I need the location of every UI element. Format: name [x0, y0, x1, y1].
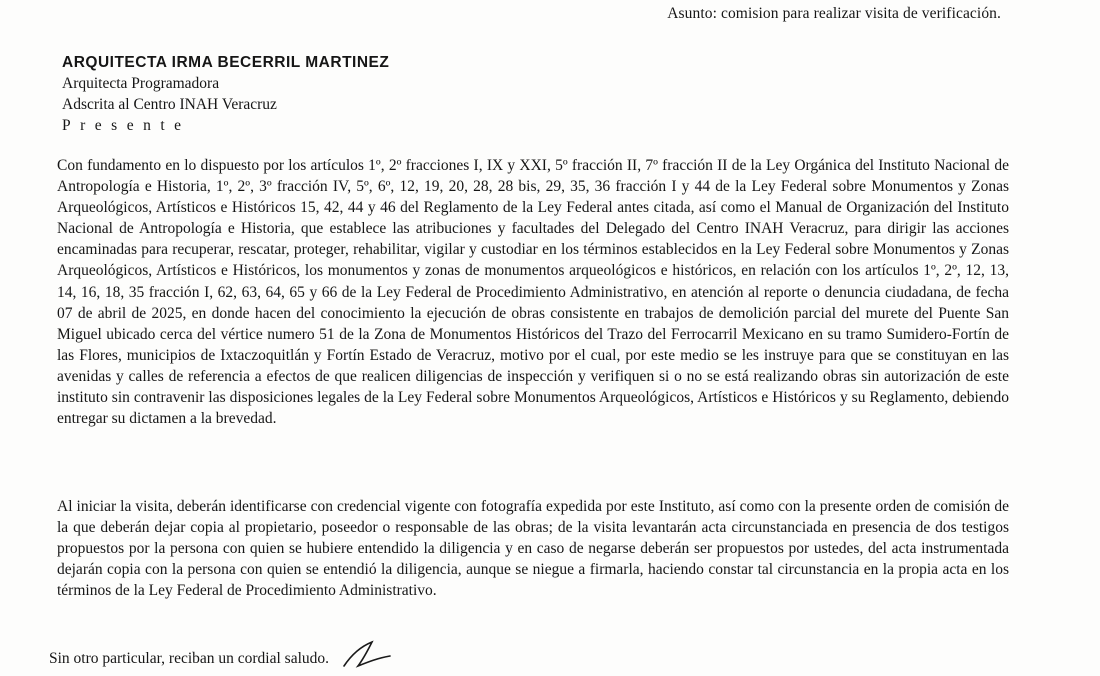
body-paragraph-2: Al iniciar la visita, deberán identificarse con credencial vigente con fotografía expedida por este Instituto, así como con la presente orden de comisión de la que deberán dejar copia al propietario, poseedor o responsable de las obras; de la visita levantarán acta circunstanciada en presencia de dos testigos propuestos por la persona con quien se hubiere entendido la diligencia y en caso de negarse deberán ser propuestos por ustedes, del acta instrumentada dejarán copia con la persona con quien se entendió la diligencia, aunque se niegue a firmarla, haciendo constar tal circunstancia en la propia acta en los términos de la Ley Federal de Procedimiento Administrativo. [57, 498, 1009, 600]
recipient-assignment: Adscrita al Centro INAH Veracruz [62, 96, 277, 113]
recipient-salutation: Presente [62, 117, 191, 134]
body-paragraph-1: Con fundamento en lo dispuesto por los artículos 1º, 2º fracciones I, IX y XXI, 5º fracción II, 7º fracción II de la Ley Orgánica del Instituto Nacional de Antropología e Historia, 1º, 2º, 3º fracción IV, 5º, 6º, 12, 19, 20, 28, 28 bis, 29, 35, 36 fracción I y 44 de la Ley Federal sobre Monumentos y Zonas Arqueológicos, Artísticos e Históricos 15, 42, 44 y 46 del Reglamento de la Ley Federal antes citada, así como el Manual de Organización del Instituto Nacional de Antropología e Historia, que establece las atribuciones y facultades del Delegado del Centro INAH Veracruz, para dirigir las acciones encaminadas para recuperar, rescatar, proteger, rehabilitar, vigilar y custodiar en los términos establecidos en la Ley Federal sobre Monumentos y Zonas Arqueológicos, Artísticos e Históricos, los monumentos y zonas de monumentos arqueológicos e históricos, en relación con los artículos 1º, 2º, 12, 13, 14, 16, 18, 35 fracción I, 62, 63, 64, 65 y 66 de la Ley Federal de Procedimiento Administrativo, en atención al reporte o denuncia ciudadana, de fecha 07 de abril de 2025, en donde hacen del conocimiento la ejecución de obras consistente en trabajos de demolición parcial del murete del Puente San Miguel ubicado cerca del vértice numero 51 de la Zona de Monumentos Históricos del Trazo del Ferrocarril Mexicano en su tramo Sumidero-Fortín de las Flores, municipios de Ixtaczoquitlán y Fortín Estado de Veracruz, motivo por el cual, por este medio se les instruye para que se constituyan en las avenidas y calles de referencia a efectos de que realicen diligencias de inspección y verifiquen si o no se está realizando obras sin autorización de este instituto sin contravenir las disposiciones legales de la Ley Federal sobre Monumentos Arqueológicos, Artísticos e Históricos y su Reglamento, debiendo entregar su dictamen a la brevedad. [57, 157, 1009, 428]
recipient-name: ARQUITECTA IRMA BECERRIL MARTINEZ [62, 54, 390, 71]
recipient-block [62, 52, 389, 136]
signature-stroke [338, 636, 398, 676]
recipient-position: Arquitecta Programadora [62, 75, 220, 92]
subject-line: Asunto: comision para realizar visita de verificación. [667, 5, 1001, 22]
closing-line: Sin otro particular, reciban un cordial saludo. [49, 650, 330, 667]
